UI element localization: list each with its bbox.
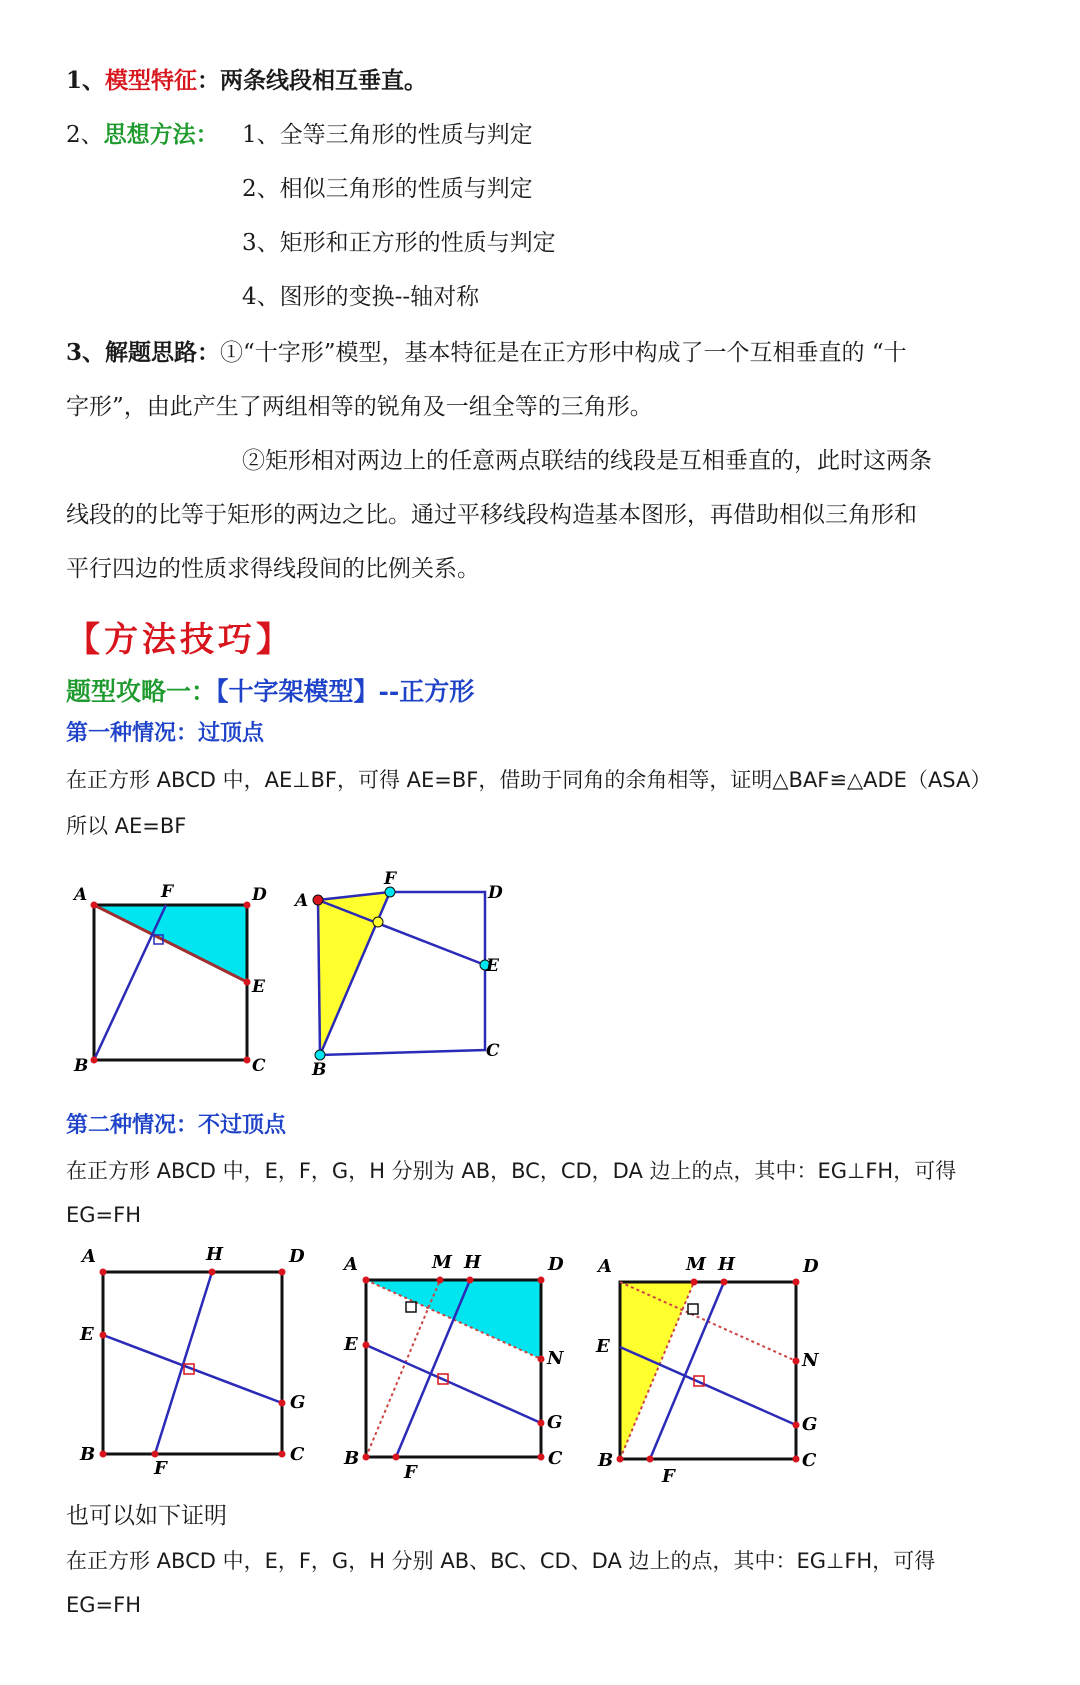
figure-3	[76, 1240, 326, 1480]
figure-4	[336, 1244, 576, 1484]
section-1	[66, 62, 427, 95]
case-1-text-b: 所以 AE=BF	[66, 814, 187, 838]
fig4-label-e: E	[344, 1334, 358, 1355]
fig1-label-a: A	[74, 885, 88, 905]
fig4-point-m	[437, 1277, 444, 1284]
fig3-point-g	[279, 1400, 286, 1407]
section-3-line-5: 平行四边的性质求得线段间的比例关系。	[66, 556, 480, 582]
fig2-label-b: B	[312, 1060, 327, 1080]
fig1-point-c	[244, 1057, 251, 1064]
section-1-colon: ：	[197, 67, 221, 94]
fig3-label-d: D	[289, 1246, 305, 1267]
section-2-colon: ：	[195, 121, 219, 148]
fig2-point-a	[313, 895, 323, 905]
method-item-4: 4、图形的变换--轴对称	[242, 284, 480, 310]
section-3-line-1	[66, 334, 907, 367]
fig4-point-e	[363, 1342, 370, 1349]
case-3-text-a: 在正方形 ABCD 中，E，F，G，H 分别 AB、BC、CD、DA 边上的点，其中：EG⊥FH，可得	[66, 1549, 936, 1573]
fig5-label-g: G	[802, 1414, 818, 1435]
fig2-label-c: C	[486, 1041, 500, 1061]
fig4-label-c: C	[548, 1448, 563, 1469]
fig4-point-g	[538, 1420, 545, 1427]
fig2-point-b	[315, 1050, 325, 1060]
fig3-point-a	[100, 1269, 107, 1276]
method-item-2: 2、相似三角形的性质与判定	[242, 176, 533, 202]
fig1-point-d	[244, 902, 251, 909]
fig4-label-n: N	[547, 1348, 564, 1369]
section-3-line-3: ②矩形相对两边上的任意两点联结的线段是互相垂直的，此时这两条	[242, 448, 932, 474]
also-text: 也可以如下证明	[66, 1503, 227, 1529]
fig2-label-e: E	[486, 956, 499, 976]
fig3-point-c	[279, 1451, 286, 1458]
fig3-point-f	[152, 1451, 159, 1458]
fig1-label-d: D	[252, 885, 267, 905]
fig4-label-a: A	[344, 1254, 358, 1275]
section-1-num: 1、	[66, 67, 106, 94]
fig3-point-e	[100, 1332, 107, 1339]
fig3-point-d	[279, 1269, 286, 1276]
fig1-point-b	[91, 1057, 98, 1064]
fig1-line-bf	[94, 905, 166, 1060]
fig4-point-h	[467, 1277, 474, 1284]
fig4-point-n	[538, 1356, 545, 1363]
fig4-line-eg	[366, 1345, 541, 1423]
fig3-label-g: G	[290, 1392, 306, 1413]
figure-1	[66, 875, 276, 1075]
fig5-label-n: N	[802, 1350, 819, 1371]
fig4-point-d	[538, 1277, 545, 1284]
case-2-title: 第二种情况：不过顶点	[66, 1112, 287, 1138]
fig5-label-a: A	[598, 1256, 612, 1277]
methods-title: 【方法技巧】	[66, 620, 294, 660]
fig5-right-angle-mark-1	[688, 1304, 698, 1314]
section-3-head: 3、解题思路：	[66, 339, 221, 366]
section-2	[66, 116, 219, 149]
case-3-text-b: EG=FH	[66, 1593, 142, 1617]
fig4-point-a	[363, 1277, 370, 1284]
fig2-label-d: D	[488, 883, 503, 903]
method-item-3: 3、矩形和正方形的性质与判定	[242, 230, 556, 256]
fig1-point-e	[244, 979, 251, 986]
fig3-label-b: B	[80, 1444, 96, 1465]
fig5-point-c	[793, 1456, 800, 1463]
fig5-point-b	[617, 1456, 624, 1463]
fig4-point-f	[393, 1454, 400, 1461]
fig2-intersection-point	[373, 917, 383, 927]
section-1-label: 模型特征	[105, 67, 198, 94]
fig5-label-d: D	[803, 1256, 819, 1277]
fig5-point-n	[793, 1358, 800, 1365]
section-3-p1a: ①“十字形”模型，基本特征是在正方形中构成了一个互相垂直的 “十	[220, 340, 907, 366]
fig1-point-a	[91, 902, 98, 909]
fig4-label-f: F	[404, 1462, 417, 1483]
fig3-label-a: A	[82, 1246, 96, 1267]
fig4-label-h: H	[464, 1252, 482, 1273]
fig4-label-b: B	[344, 1448, 360, 1469]
type-1-heading	[66, 672, 474, 708]
fig5-point-g	[793, 1422, 800, 1429]
fig1-label-e: E	[252, 977, 265, 997]
fig3-label-h: H	[206, 1244, 224, 1265]
fig4-right-angle-mark-1	[406, 1302, 416, 1312]
fig4-label-g: G	[547, 1412, 563, 1433]
fig3-point-b	[100, 1451, 107, 1458]
fig5-point-h	[721, 1279, 728, 1286]
fig5-label-b: B	[598, 1450, 614, 1471]
section-1-text: 两条线段相互垂直。	[220, 67, 428, 94]
fig1-label-b: B	[74, 1056, 89, 1076]
fig5-point-f	[647, 1456, 654, 1463]
fig4-dotted-line-bm	[366, 1280, 440, 1457]
fig5-label-h: H	[718, 1254, 736, 1275]
fig5-label-c: C	[802, 1450, 817, 1471]
fig4-point-b	[363, 1454, 370, 1461]
fig1-label-f: F	[161, 882, 174, 902]
fig3-label-e: E	[80, 1324, 94, 1345]
fig2-label-f: F	[384, 869, 397, 889]
fig3-point-h	[209, 1269, 216, 1276]
section-3-line-4: 线段的的比等于矩形的两边之比。通过平移线段构造基本图形，再借助相似三角形和	[66, 502, 917, 528]
fig3-line-eg	[103, 1335, 282, 1403]
fig4-label-d: D	[548, 1254, 564, 1275]
case-2-text-b: EG=FH	[66, 1203, 142, 1227]
fig3-label-f: F	[154, 1458, 167, 1479]
case-1-text-a: 在正方形 ABCD 中，AE⊥BF，可得 AE=BF，借助于同角的余角相等，证明△BAF≌△ADE（ASA）	[66, 768, 992, 792]
fig3-label-c: C	[290, 1444, 305, 1465]
case-1-title: 第一种情况：过顶点	[66, 720, 265, 746]
fig3-line-fh	[155, 1272, 212, 1454]
section-3-line-2: 字形”，由此产生了两组相等的锐角及一组全等的三角形。	[66, 394, 653, 420]
fig3-square	[103, 1272, 282, 1454]
method-item-1: 1、全等三角形的性质与判定	[242, 122, 533, 148]
fig4-point-c	[538, 1454, 545, 1461]
type-1-label: 题型攻略一：	[66, 677, 217, 706]
fig2-label-a: A	[295, 891, 309, 911]
case-2-text-a: 在正方形 ABCD 中，E，F，G，H 分别为 AB，BC，CD，DA 边上的点，其中：EG⊥FH，可得	[66, 1159, 957, 1183]
section-2-label: 思想方法	[103, 121, 196, 148]
type-1-title: 【十字架模型】--正方形	[216, 677, 475, 706]
fig5-label-e: E	[596, 1336, 610, 1357]
fig5-point-m	[691, 1279, 698, 1286]
fig5-point-d	[793, 1279, 800, 1286]
figure-5	[590, 1246, 840, 1486]
fig5-label-f: F	[662, 1466, 675, 1487]
fig1-label-c: C	[252, 1056, 266, 1076]
section-2-num: 2、	[66, 122, 104, 148]
figure-2	[290, 870, 510, 1080]
fig5-label-m: M	[686, 1254, 706, 1275]
fig4-label-m: M	[432, 1252, 452, 1273]
